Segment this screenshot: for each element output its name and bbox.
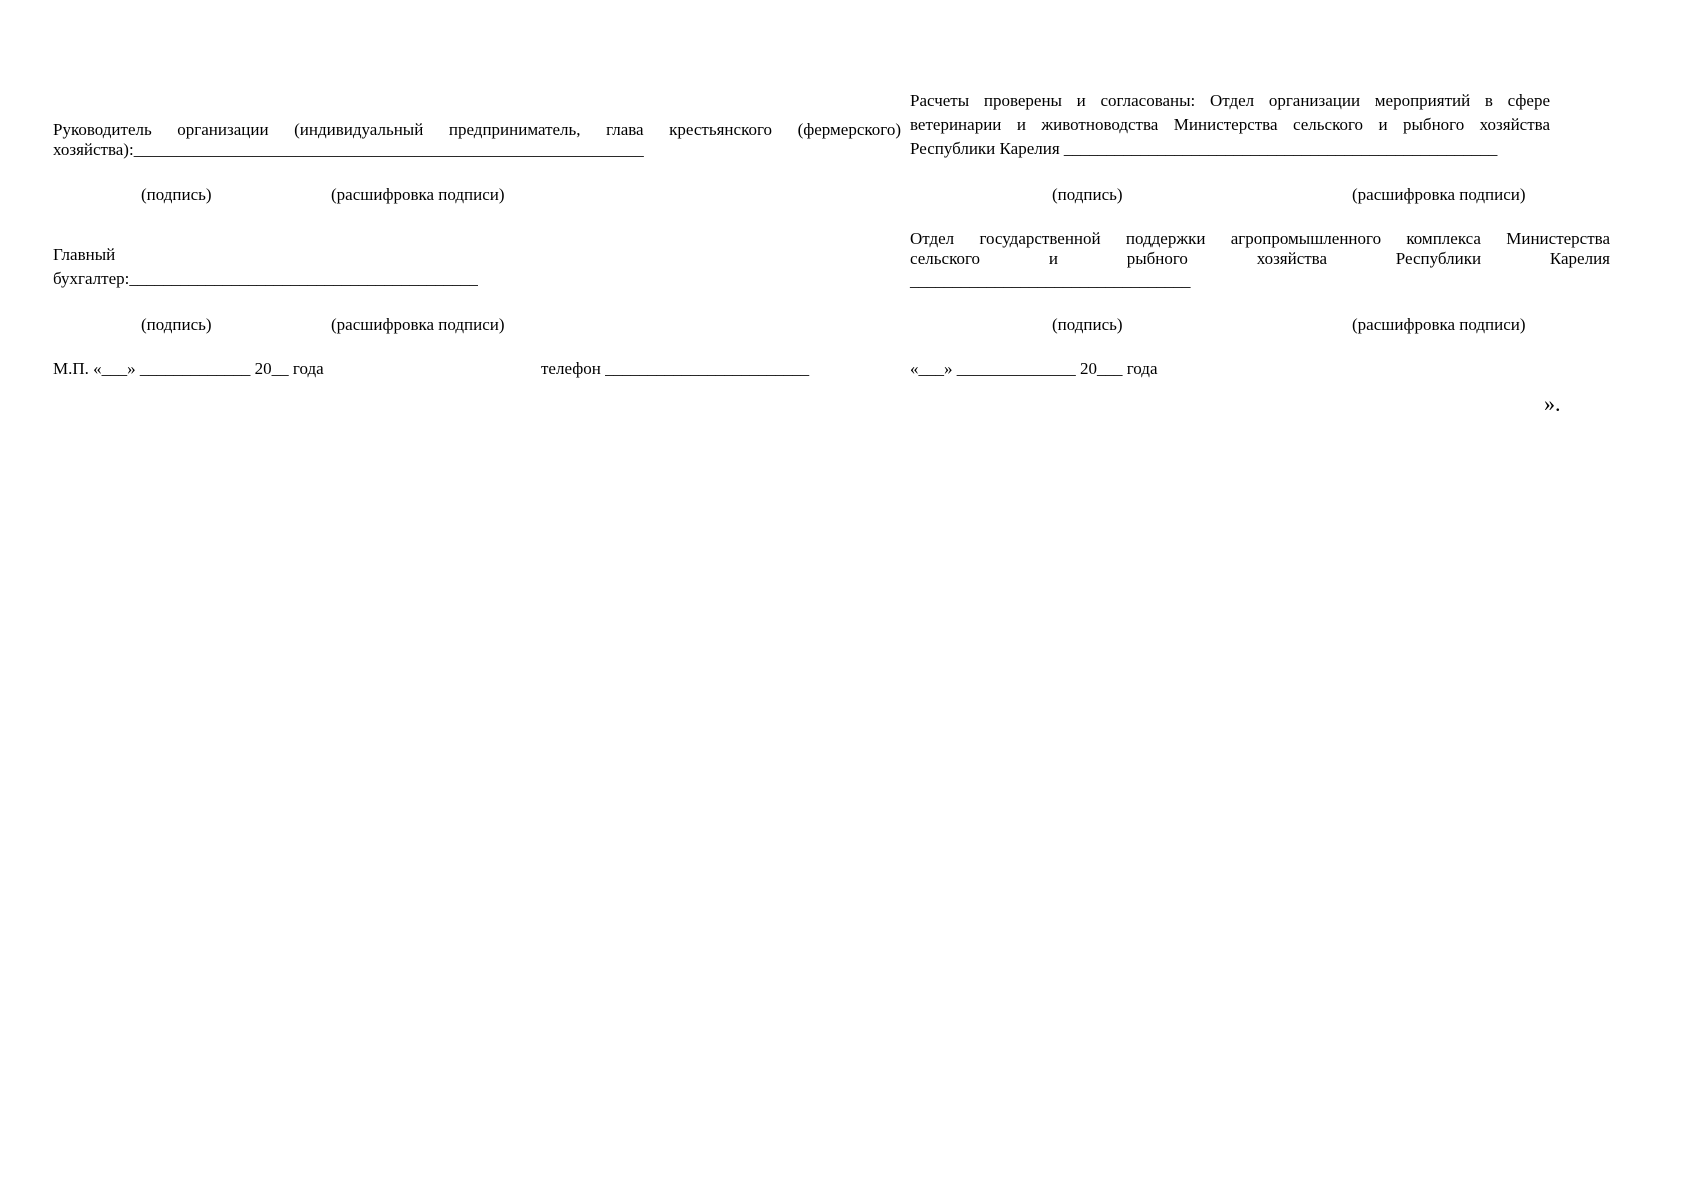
phone-line: телефон ________________________ xyxy=(541,359,810,378)
head-title-line: Руководитель организации (индивидуальный предприниматель, глава крестьянского (фермерского) xyxy=(53,120,901,139)
approval-date-line: «___» ______________ 20___ года xyxy=(910,359,1158,378)
support-signature-caption: (подпись) xyxy=(1052,315,1123,334)
closing-quote: ». xyxy=(1544,391,1561,416)
support-line-1: Отдел государственной поддержки агропромышленного комплекса Министерства xyxy=(910,229,1610,248)
accountant-signature-line: бухгалтер:_________________________________________ xyxy=(53,269,478,288)
checked-line-3: Республики Карелия ___________________________________________________ xyxy=(910,139,1498,158)
support-line-2: сельского и рыбного хозяйства Республики Карелия xyxy=(910,249,1610,268)
checked-line-2: ветеринарии и животноводства Министерства сельского и рыбного хозяйства xyxy=(910,115,1550,134)
head-signature-caption: (подпись) xyxy=(141,185,212,204)
checked-line-1: Расчеты проверены и согласованы: Отдел организации мероприятий в сфере xyxy=(910,91,1550,110)
support-line-3: _________________________________ xyxy=(910,271,1191,290)
accountant-decoding-caption: (расшифровка подписи) xyxy=(331,315,505,334)
head-signature-block xyxy=(53,118,901,162)
checked-signature-caption: (подпись) xyxy=(1052,185,1123,204)
checked-approval-block xyxy=(910,89,1550,161)
checked-decoding-caption: (расшифровка подписи) xyxy=(1352,185,1526,204)
head-decoding-caption: (расшифровка подписи) xyxy=(331,185,505,204)
support-department-block xyxy=(910,227,1610,293)
accountant-signature-caption: (подпись) xyxy=(141,315,212,334)
accountant-signature-block xyxy=(53,243,493,291)
accountant-title: Главный xyxy=(53,245,116,264)
stamp-date-line: М.П. «___» _____________ 20__ года xyxy=(53,359,324,378)
support-decoding-caption: (расшифровка подписи) xyxy=(1352,315,1526,334)
head-title-line-2: хозяйства):____________________________________________________________ xyxy=(53,140,644,159)
